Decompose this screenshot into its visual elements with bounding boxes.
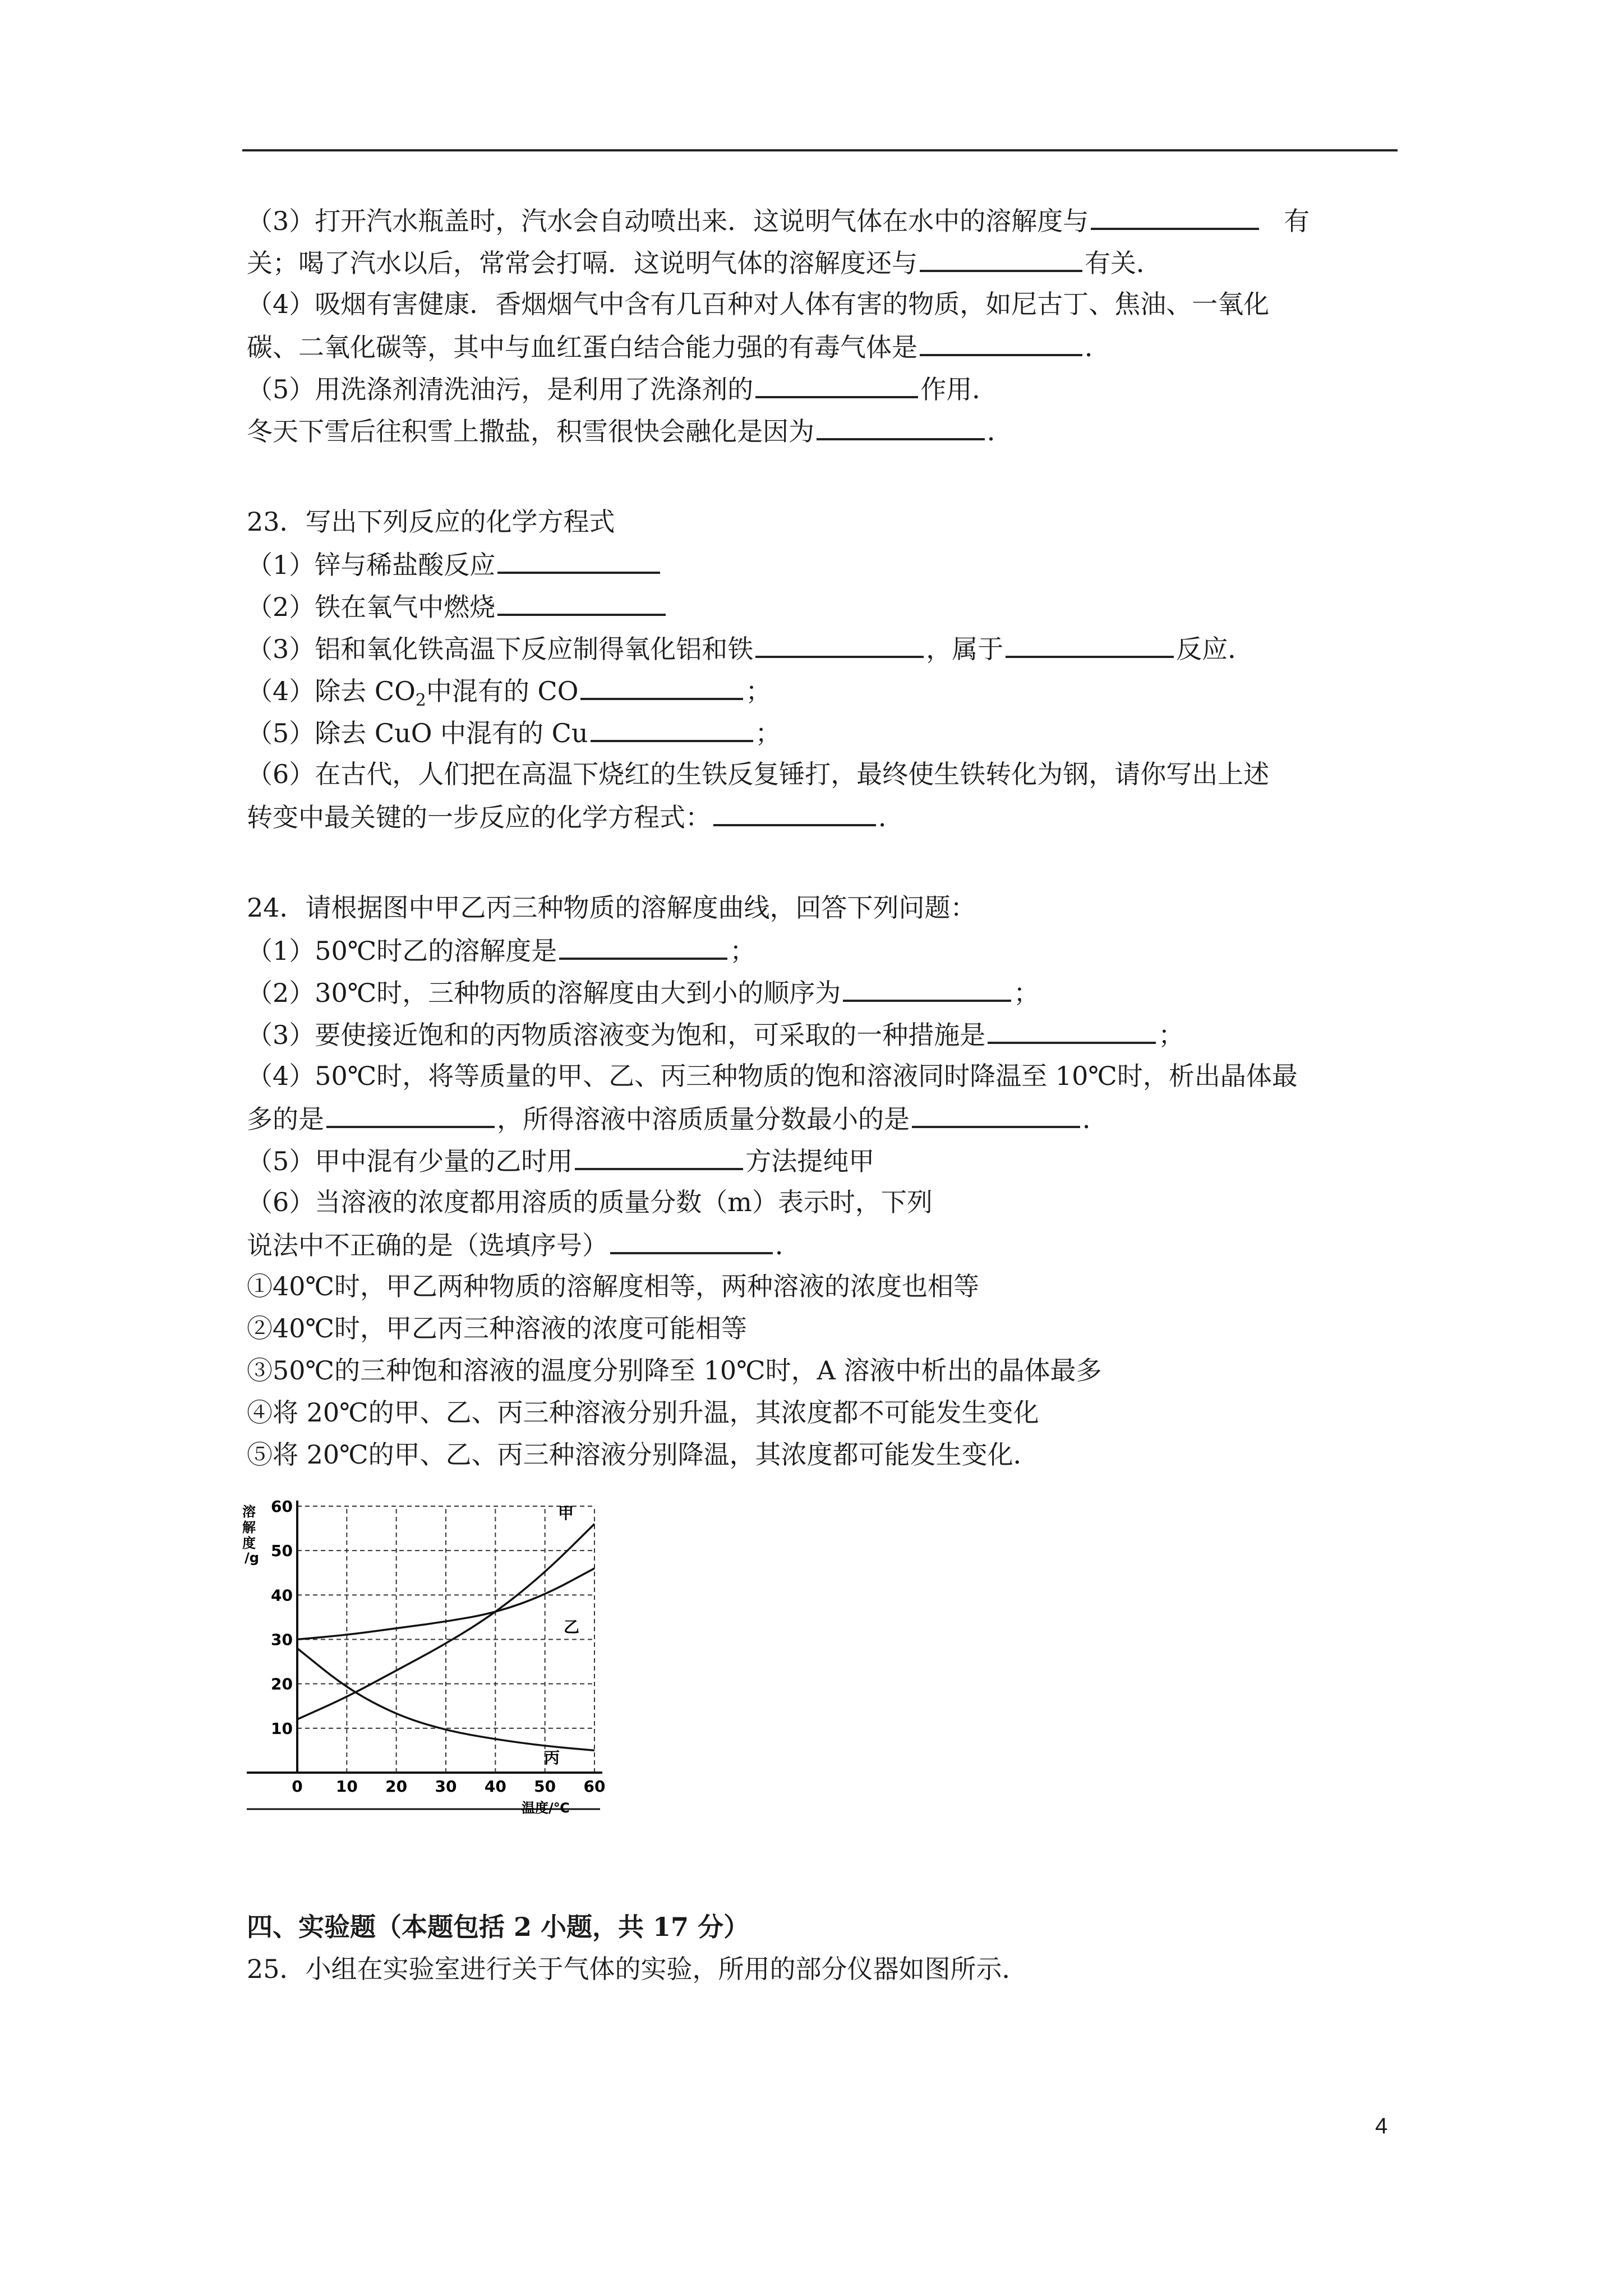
answer-blank[interactable] bbox=[591, 715, 753, 742]
x-tick-label: 30 bbox=[435, 1777, 457, 1796]
chart-y-label-1: 溶 bbox=[242, 1504, 256, 1520]
q24-option-1: ①40℃时，甲乙两种物质的溶解度相等，两种溶液的浓度也相等 bbox=[247, 1271, 979, 1301]
x-tick-label: 0 bbox=[292, 1777, 303, 1796]
series-label-2: 乙 bbox=[564, 1618, 580, 1636]
x-tick-label: 20 bbox=[385, 1777, 408, 1796]
answer-blank[interactable] bbox=[610, 1227, 773, 1254]
q24-option-3: ③50℃的三种饱和溶液的温度分别降至 10℃时，A 溶液中析出的晶体最多 bbox=[247, 1355, 1102, 1386]
y-tick-label: 10 bbox=[271, 1719, 293, 1738]
answer-blank[interactable] bbox=[817, 413, 985, 440]
y-tick-label: 40 bbox=[271, 1586, 293, 1605]
q23-item-4: （4）除去 $CO_2$中混有的 CO ； bbox=[247, 673, 771, 717]
q22-line-4b: 碳、二氧化碳等，其中与血红蛋白结合能力强的有毒气体是 ． bbox=[247, 329, 1110, 364]
q24-item-6b: 说法中不正确的是（选填序号） ． bbox=[247, 1227, 801, 1262]
q23-item-1: （1）锌与稀盐酸反应 bbox=[247, 547, 662, 582]
q24-item-2: （2）30℃时，三种物质的溶解度由大到小的顺序为 ； bbox=[247, 975, 1039, 1010]
q22-line-3b: 关；喝了汽水以后，常常会打嗝．这说明气体的溶解度还与 有关． bbox=[247, 245, 1162, 280]
answer-blank[interactable] bbox=[912, 1101, 1080, 1128]
q24-option-2: ②40℃时，甲乙丙三种溶液的浓度可能相等 bbox=[247, 1313, 747, 1343]
answer-blank[interactable] bbox=[580, 673, 743, 700]
chart-y-label-3: 度 bbox=[242, 1535, 256, 1551]
y-tick-label: 20 bbox=[271, 1674, 293, 1694]
answer-blank[interactable] bbox=[1091, 203, 1259, 230]
chart-grid bbox=[297, 1506, 594, 1773]
chart-x-label: 温度/℃ bbox=[522, 1800, 570, 1815]
x-tick-label: 10 bbox=[335, 1777, 358, 1796]
series-label-3: 丙 bbox=[544, 1749, 560, 1767]
q24-item-3: （3）要使接近饱和的丙物质溶液变为饱和，可采取的一种措施是 ； bbox=[247, 1017, 1184, 1052]
chart-y-label-2: 解 bbox=[242, 1520, 256, 1535]
answer-blank[interactable] bbox=[920, 245, 1082, 272]
answer-blank[interactable] bbox=[920, 329, 1082, 356]
answer-blank[interactable] bbox=[559, 933, 727, 960]
q24-item-1: （1）50℃时乙的溶解度是 ； bbox=[247, 933, 755, 968]
q23-item-6b: 转变中最关键的一步反应的化学方程式： ． bbox=[247, 799, 904, 834]
header-rule bbox=[242, 149, 1398, 151]
q22-line-3a: （3）打开汽水瓶盖时，汽水会自动喷出来．这说明气体在水中的溶解度与 有 bbox=[247, 203, 1310, 238]
q24-item-4b: 多的是 ，所得溶液中溶质质量分数最小的是 ． bbox=[247, 1101, 1108, 1136]
answer-blank[interactable] bbox=[843, 975, 1011, 1002]
answer-blank[interactable] bbox=[1006, 631, 1174, 658]
q24-item-4a: （4）50℃时，将等质量的甲、乙、丙三种物质的饱和溶液同时降温至 10℃时，析出晶体最 bbox=[247, 1061, 1298, 1091]
answer-blank[interactable] bbox=[988, 1017, 1156, 1044]
answer-blank[interactable] bbox=[326, 1101, 495, 1128]
x-tick-label: 50 bbox=[534, 1777, 556, 1796]
answer-blank[interactable] bbox=[755, 371, 918, 398]
q24-item-6a: （6）当溶液的浓度都用溶质的质量分数（m）表示时，下列 bbox=[247, 1187, 933, 1217]
y-tick-label: 30 bbox=[271, 1630, 293, 1649]
answer-blank[interactable] bbox=[713, 799, 876, 826]
q23-item-3: （3）铝和氧化铁高温下反应制得氧化铝和铁 ，属于 反应． bbox=[247, 631, 1253, 666]
x-tick-label: 60 bbox=[583, 1777, 606, 1796]
answer-blank[interactable] bbox=[575, 1143, 743, 1170]
answer-blank[interactable] bbox=[497, 589, 666, 616]
q23-title: 23．写出下列反应的化学方程式 bbox=[247, 507, 615, 537]
page-number: 4 bbox=[1375, 2114, 1388, 2138]
answer-blank[interactable] bbox=[755, 631, 924, 658]
q24-option-5: ⑤将 20℃的甲、乙、丙三种溶液分别降温，其浓度都可能发生变化． bbox=[247, 1439, 1039, 1470]
solubility-chart bbox=[241, 1495, 606, 1815]
q23-item-6a: （6）在古代，人们把在高温下烧红的生铁反复锤打，最终使生铁转化为钢，请你写出上述 bbox=[247, 759, 1270, 789]
chart-y-label-4: /g bbox=[245, 1550, 259, 1566]
q25-text: 25．小组在实验室进行关于气体的实验，所用的部分仪器如图所示． bbox=[247, 1954, 1028, 1984]
series-label-1: 甲 bbox=[558, 1504, 574, 1522]
q22-line-5a: （5）用洗涤剂清洗油污，是利用了洗涤剂的 作用． bbox=[247, 371, 998, 406]
section-4-heading: 四、实验题（本题包括 2 小题，共 17 分） bbox=[247, 1912, 750, 1942]
q22-line-4a: （4）吸烟有害健康．香烟烟气中含有几百种对人体有害的物质，如尼古丁、焦油、一氧化 bbox=[247, 289, 1270, 319]
q24-title: 24．请根据图中甲乙丙三种物质的溶解度曲线，回答下列问题： bbox=[247, 892, 976, 923]
answer-blank[interactable] bbox=[497, 547, 660, 574]
q24-item-5: （5）甲中混有少量的乙时用 方法提纯甲 bbox=[247, 1143, 874, 1178]
q24-option-4: ④将 20℃的甲、乙、丙三种溶液分别升温，其浓度都不可能发生变化 bbox=[247, 1397, 1039, 1428]
y-tick-label: 50 bbox=[271, 1542, 293, 1561]
y-tick-label: 60 bbox=[271, 1497, 293, 1516]
q23-item-2: （2）铁在氧气中燃烧 bbox=[247, 589, 668, 624]
x-tick-label: 40 bbox=[484, 1777, 506, 1796]
q23-item-5: （5）除去 CuO 中混有的 Cu ； bbox=[247, 715, 781, 750]
q22-line-5b: 冬天下雪后往积雪上撒盐，积雪很快会融化是因为 ． bbox=[247, 413, 1013, 448]
